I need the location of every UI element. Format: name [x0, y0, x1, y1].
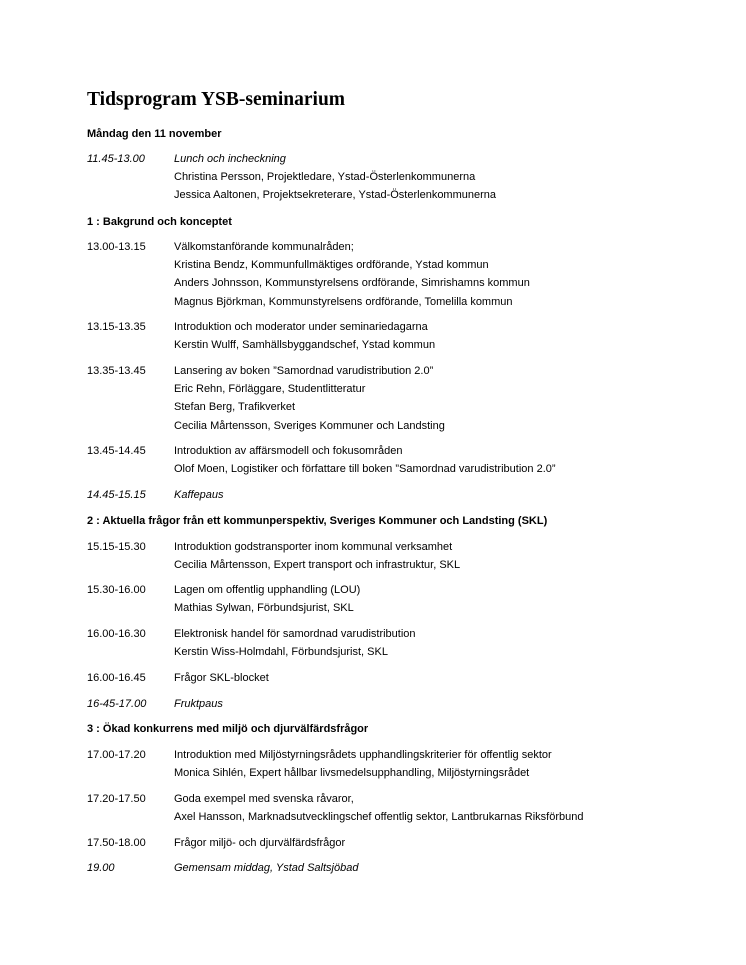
entry-line: Anders Johnsson, Kommunstyrelsens ordförande, Simrishamns kommun [174, 277, 530, 290]
entry-time: 15.15-15.30 [87, 541, 146, 553]
entry-time: 16.00-16.30 [87, 628, 146, 640]
entry-time: 13.00-13.15 [87, 241, 146, 253]
entry-time: 19.00 [87, 862, 115, 874]
entry-time: 17.50-18.00 [87, 837, 146, 849]
section-heading: 2 : Aktuella frågor från ett kommunperspektiv, Sveriges Kommuner och Landsting (SKL) [87, 515, 548, 527]
entry-line: Välkomstanförande kommunalråden; [174, 241, 354, 253]
entry-line: Christina Persson, Projektledare, Ystad-Österlenkommunerna [174, 171, 476, 183]
entry-line: Gemensam middag, Ystad Saltsjöbad [174, 862, 359, 874]
entry-line: Cecilia Mårtensson, Expert transport och infrastruktur, SKL [174, 559, 461, 572]
page-title: Tidsprogram YSB-seminarium [87, 89, 346, 110]
entry-line: Kristina Bendz, Kommunfullmäktiges ordförande, Ystad kommun [174, 259, 489, 272]
entry-line: Cecilia Mårtensson, Sveriges Kommuner och Landsting [174, 419, 445, 432]
entry-line: Frågor miljö- och djurvälfärdsfrågor [174, 837, 346, 849]
entry-line: Introduktion med Miljöstyrningsrådets upphandlingskriterier för offentlig sektor [174, 749, 552, 761]
entry-time: 16.00-16.45 [87, 672, 146, 684]
entry-line: Axel Hansson, Marknadsutvecklingschef offentlig sektor, Lantbrukarnas Riksförbund [174, 811, 584, 824]
entry-line: Lansering av boken ”Samordnad varudistribution 2.0” [174, 365, 434, 377]
entry-line: Introduktion och moderator under seminariedagarna [174, 321, 428, 333]
entry-time: 15.30-16.00 [87, 584, 146, 596]
entry-line: Mathias Sylwan, Förbundsjurist, SKL [174, 602, 354, 615]
entry-line: Introduktion av affärsmodell och fokusområden [174, 445, 403, 457]
entry-line: Stefan Berg, Trafikverket [174, 401, 296, 414]
entry-line: Lunch och incheckning [174, 153, 286, 165]
entry-time: 13.15-13.35 [87, 321, 146, 333]
section-heading: 1 : Bakgrund och konceptet [87, 216, 232, 228]
entry-time: 11.45-13.00 [87, 153, 145, 165]
entry-line: Frågor SKL-blocket [174, 672, 269, 684]
entry-line: Jessica Aaltonen, Projektsekreterare, Ystad-Österlenkommunerna [174, 189, 497, 202]
entry-line: Magnus Björkman, Kommunstyrelsens ordförande, Tomelilla kommun [174, 295, 513, 308]
entry-line: Goda exempel med svenska råvaror, [174, 793, 354, 805]
entry-line: Monica Sihlén, Expert hållbar livsmedelsupphandling, Miljöstyrningsrådet [174, 767, 530, 780]
day-heading: Måndag den 11 november [87, 128, 222, 140]
entry-time: 13.35-13.45 [87, 365, 146, 377]
entry-line: Kerstin Wulff, Samhällsbyggandschef, Ystad kommun [174, 339, 436, 352]
entry-line: Eric Rehn, Förläggare, Studentlitteratur [174, 383, 366, 396]
section-heading: 3 : Ökad konkurrens med miljö och djurvälfärdsfrågor [87, 723, 369, 735]
entry-line: Kerstin Wiss-Holmdahl, Förbundsjurist, SKL [174, 646, 388, 659]
entry-time: 13.45-14.45 [87, 445, 146, 457]
entry-line: Olof Moen, Logistiker och författare till boken ”Samordnad varudistribution 2.0” [174, 463, 556, 476]
entry-line: Lagen om offentlig upphandling (LOU) [174, 584, 361, 596]
entry-line: Introduktion godstransporter inom kommunal verksamhet [174, 541, 453, 553]
entry-time: 16-45-17.00 [87, 698, 147, 710]
entry-line: Fruktpaus [174, 698, 223, 710]
entry-time: 14.45-15.15 [87, 489, 146, 501]
entry-time: 17.00-17.20 [87, 749, 146, 761]
entry-line: Kaffepaus [174, 489, 224, 501]
entry-time: 17.20-17.50 [87, 793, 146, 805]
entry-line: Elektronisk handel för samordnad varudistribution [174, 628, 416, 640]
